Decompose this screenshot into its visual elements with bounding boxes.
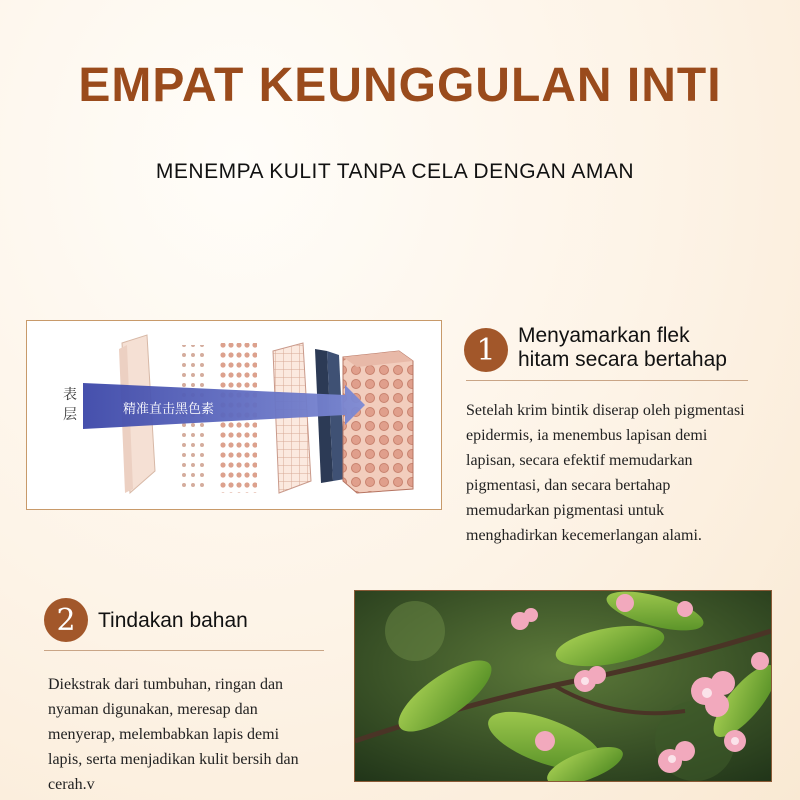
side-label-1: 表 [63,387,77,403]
feature-2-body-line: menyerap, melembabkan lapis demi [48,726,280,743]
feature-2-body-line: Diekstrak dari tumbuhan, ringan dan [48,676,284,693]
feature-1-number-badge: 1 [464,328,508,372]
skin-layers-graphic [27,321,441,509]
feature-1-body-line: pigmentasi, dan secara bertahap [466,477,671,494]
feature-2-body-line: lapis, serta menjadikan kulit bersih dan [48,751,299,768]
skin-layers-illustration [26,320,442,510]
feature-2-title: Tindakan bahan [98,609,248,632]
feature-1-divider [466,380,748,381]
feature-1-body [466,398,796,548]
feature-1-title-line-1: Menyamarkan flek [518,324,690,347]
side-label-2: 层 [63,407,77,423]
feature-1-title [518,324,727,372]
arrow-label: 精准直击黑色素 [123,402,215,417]
feature-1-body-line: lapisan, secara efektif memudarkan [466,452,693,469]
feature-2-number-badge: 2 [44,598,88,642]
feature-1-title-line-2: hitam secara bertahap [518,348,727,371]
blossom-graphic [355,591,771,781]
feature-2-body [48,672,348,797]
feature-1-body-line: epidermis, ia menembus lapisan demi [466,427,708,444]
blossom-photo [354,590,772,782]
feature-1-body-line: memudarkan pigmentasi untuk [466,502,665,519]
feature-1-body-line: Setelah krim bintik diserap oleh pigmentasi [466,402,745,419]
feature-2-body-line: cerah.v [48,776,95,793]
feature-2-divider [44,650,324,651]
feature-1-body-line: menghadirkan kecemerlangan alami. [466,527,702,544]
page-subtitle: MENEMPA KULIT TANPA CELA DENGAN AMAN [155,160,635,183]
feature-2-body-line: nyaman digunakan, meresap dan [48,701,258,718]
page-title: EMPAT KEUNGGULAN INTI [78,59,722,112]
